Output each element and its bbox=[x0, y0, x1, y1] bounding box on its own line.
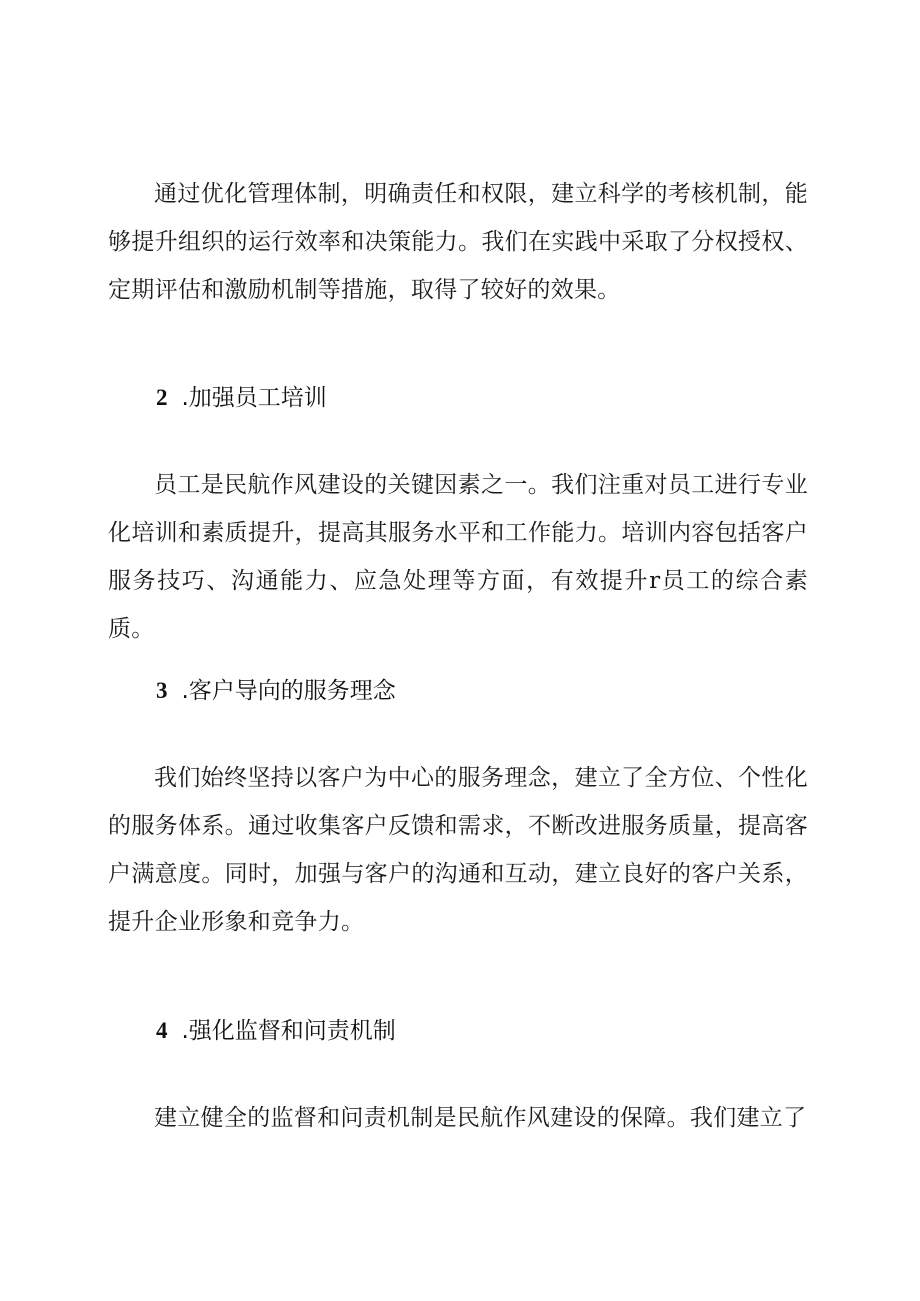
paragraph-customer-service: 我们始终坚持以客户为中心的服务理念，建立了全方位、个性化的服务体系。通过收集客户反馈和需求，不断改进服务质量，提高客户满意度。同时，加强与客户的沟通和互动，建立良好的客户关系，提升企业形象和竞争力。 bbox=[108, 765, 808, 935]
section-number: 3 bbox=[156, 678, 168, 703]
section-title: .客户导向的服务理念 bbox=[181, 678, 396, 704]
paragraph-management-system: 通过优化管理体制，明确责任和权限，建立科学的考核机制，能够提升组织的运行效率和决策能力。我们在实践中采取了分权授权、定期评估和激励机制等措施，取得了较好的效果。 bbox=[108, 181, 808, 303]
section-number: 2 bbox=[156, 385, 168, 410]
section-title: .加强员工培训 bbox=[181, 385, 327, 411]
paragraph-supervision: 建立健全的监督和问责机制是民航作风建设的保障。我们建立了 bbox=[154, 1105, 807, 1131]
section-title: .强化监督和问责机制 bbox=[181, 1018, 396, 1044]
section-heading-staff-training bbox=[156, 383, 327, 413]
paragraph-staff-training: 员工是民航作风建设的关键因素之一。我们注重对员工进行专业化培训和素质提升，提高其服务水平和工作能力。培训内容包括客户服务技巧、沟通能力、应急处理等方面，有效提升r员工的综合素质。 bbox=[108, 472, 808, 642]
section-heading-customer-service bbox=[156, 676, 396, 706]
section-number: 4 bbox=[156, 1018, 168, 1043]
section-heading-supervision bbox=[156, 1016, 396, 1046]
